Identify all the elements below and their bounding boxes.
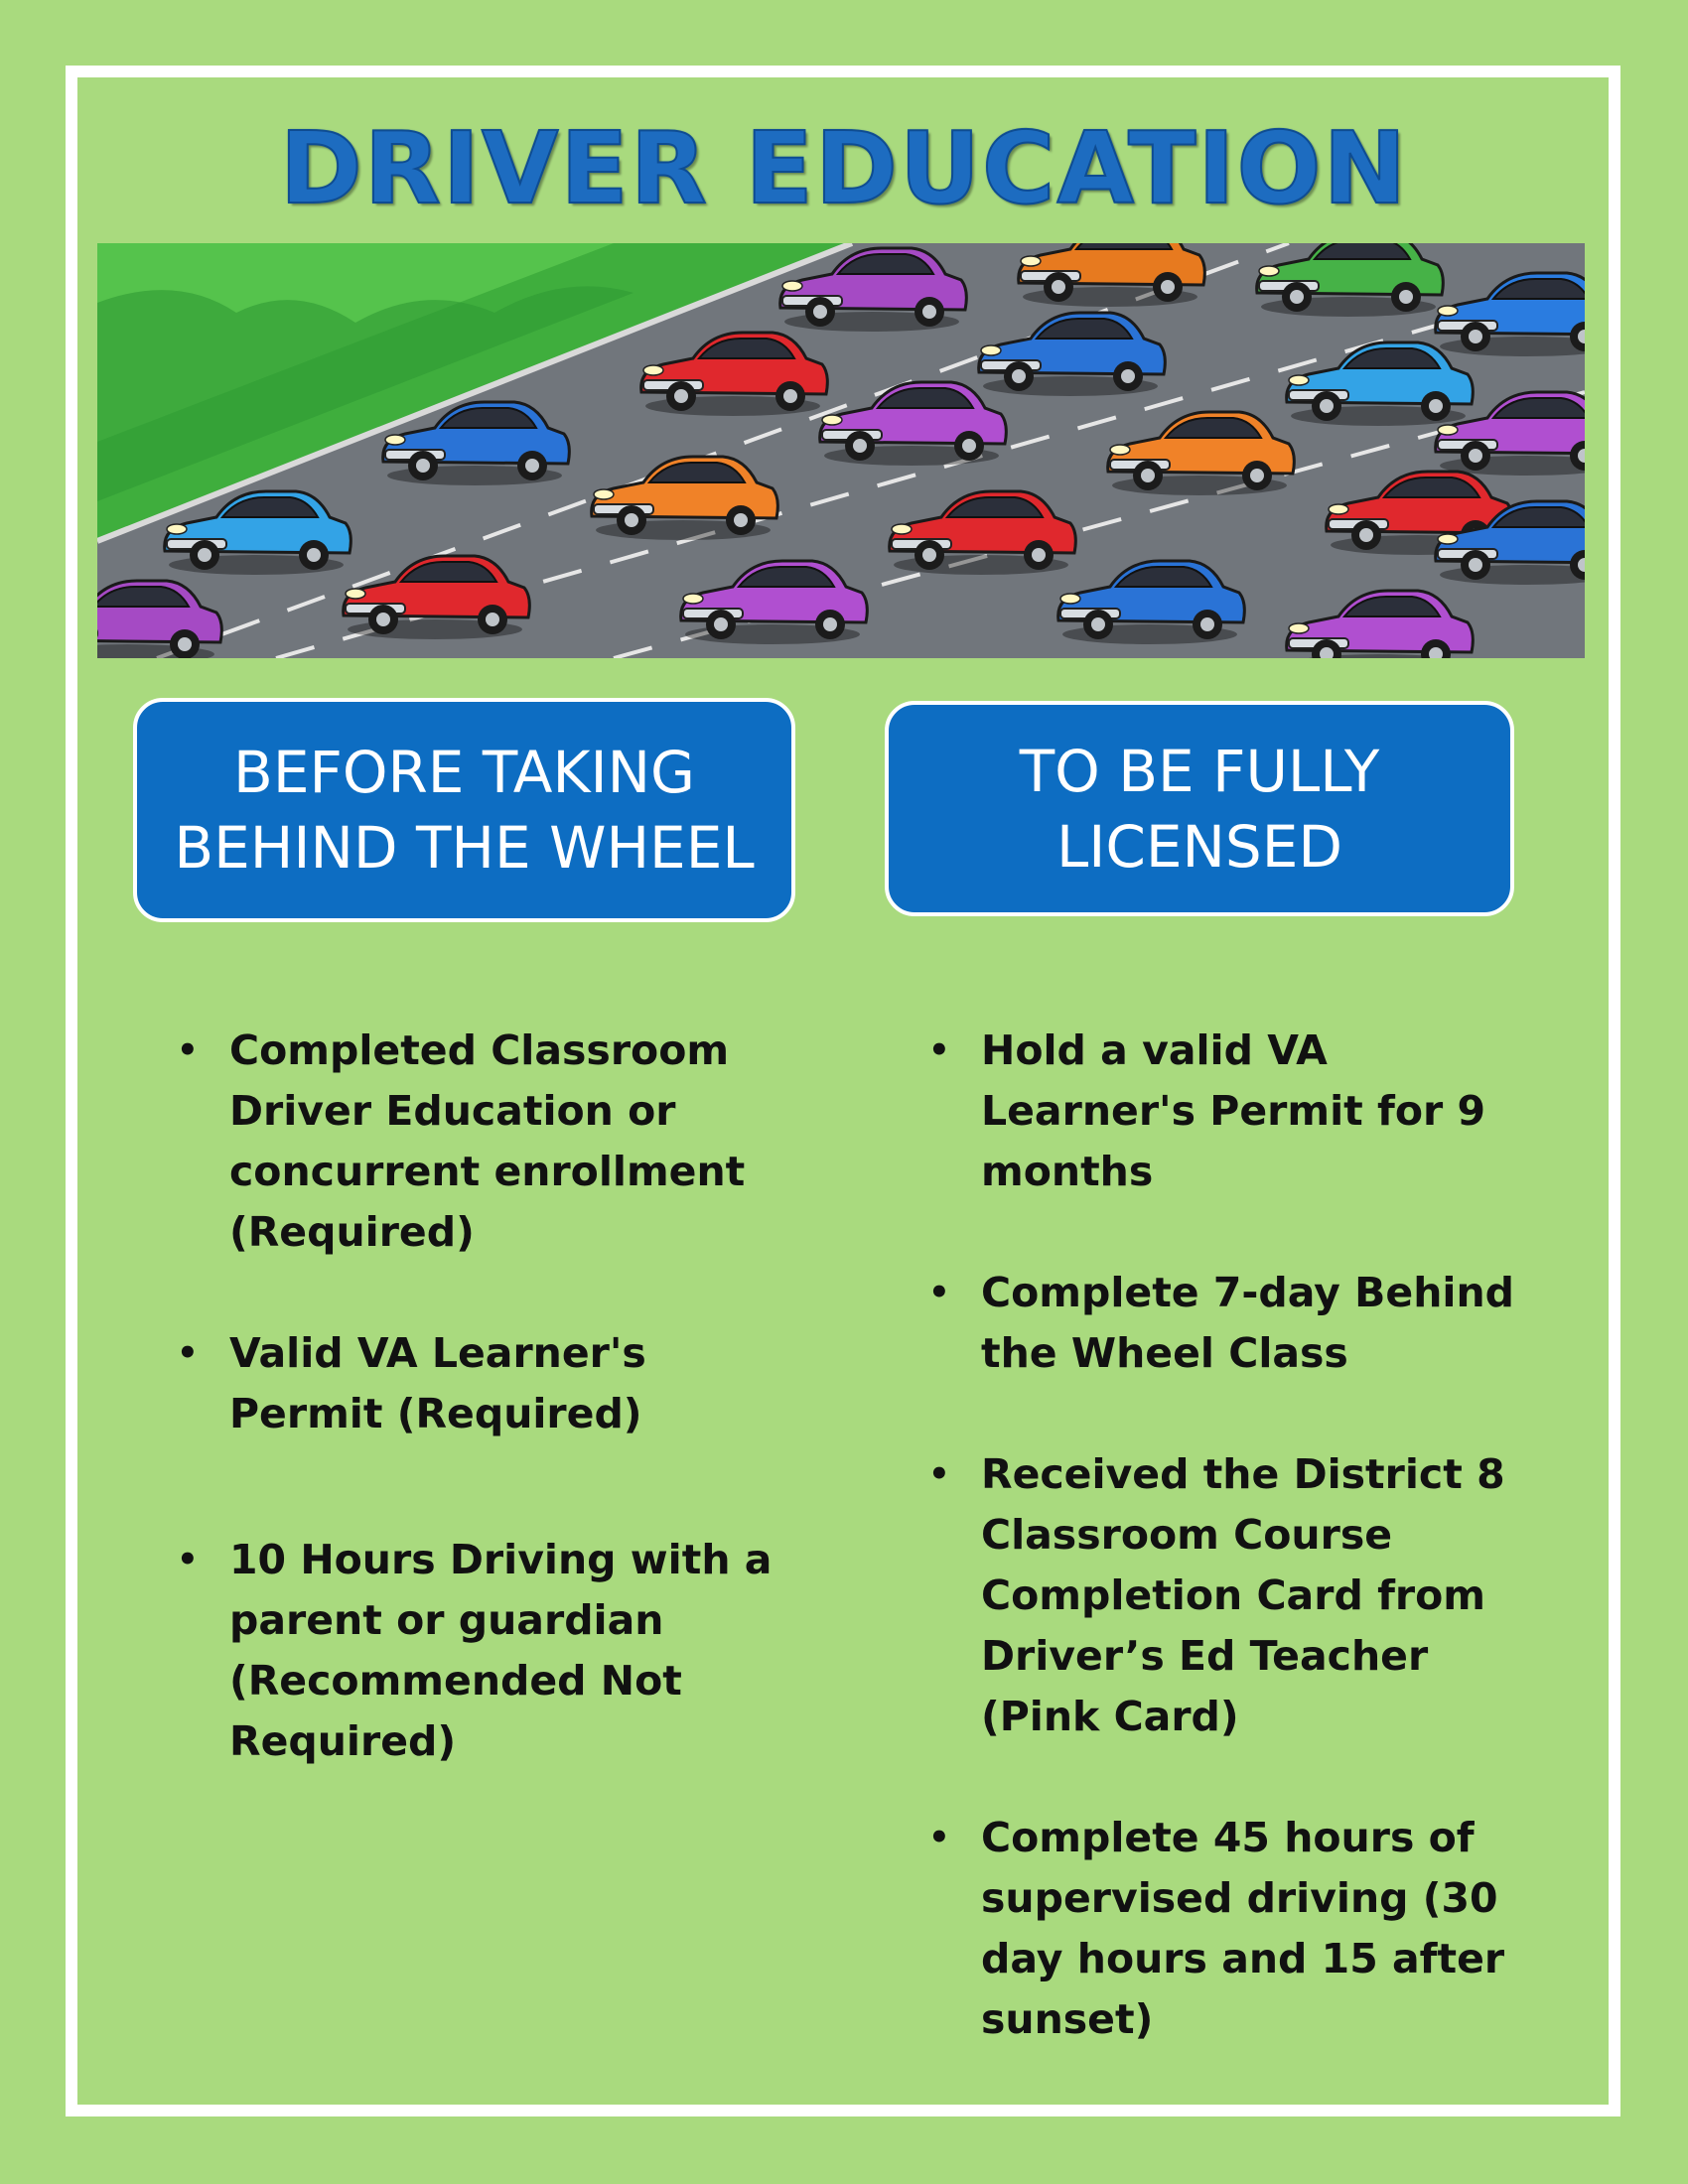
list-item	[133, 1021, 788, 1263]
list-item	[133, 1530, 788, 1772]
list-item-text: 10 Hours Driving with a parent or guardian (Recommended Not Required)	[229, 1536, 773, 1765]
heading-line: TO BE FULLY	[1019, 737, 1380, 805]
bullet-icon: •	[177, 1333, 199, 1373]
list-item	[885, 1808, 1530, 2050]
list-item-text: Hold a valid VA Learner's Permit for 9 months	[981, 1026, 1486, 1195]
bullet-icon: •	[177, 1540, 199, 1579]
bullet-icon: •	[177, 1030, 199, 1070]
licensed-requirements-list	[885, 1021, 1530, 2050]
list-item-text: Completed Classroom Driver Education or concurrent enrollment (Required)	[229, 1026, 746, 1256]
list-item-text: Complete 45 hours of supervised driving (30 day hours and 15 after sunset)	[981, 1814, 1505, 2043]
before-behind-the-wheel-heading	[133, 698, 795, 922]
bullet-icon: •	[928, 1030, 950, 1070]
traffic-jam-cars-illustration	[97, 243, 1585, 658]
list-item-text: Valid VA Learner's Permit (Required)	[229, 1329, 646, 1437]
fully-licensed-heading	[885, 701, 1514, 916]
page-title: DRIVER EDUCATION	[279, 110, 1409, 226]
list-item	[133, 1323, 788, 1444]
list-item	[885, 1021, 1530, 1202]
list-item	[885, 1263, 1530, 1384]
heading-line: BEHIND THE WHEEL	[174, 814, 755, 882]
bullet-icon: •	[928, 1454, 950, 1494]
list-item-text: Received the District 8 Classroom Course Completion Card from Driver’s Ed Teacher (Pink Card)	[981, 1450, 1505, 1740]
list-item	[885, 1444, 1530, 1747]
bullet-icon: •	[928, 1818, 950, 1857]
before-requirements-list	[133, 1021, 788, 1772]
heading-line: LICENSED	[1055, 812, 1343, 881]
list-item-text: Complete 7-day Behind the Wheel Class	[981, 1269, 1515, 1377]
heading-line: BEFORE TAKING	[233, 739, 695, 806]
bullet-icon: •	[928, 1273, 950, 1312]
